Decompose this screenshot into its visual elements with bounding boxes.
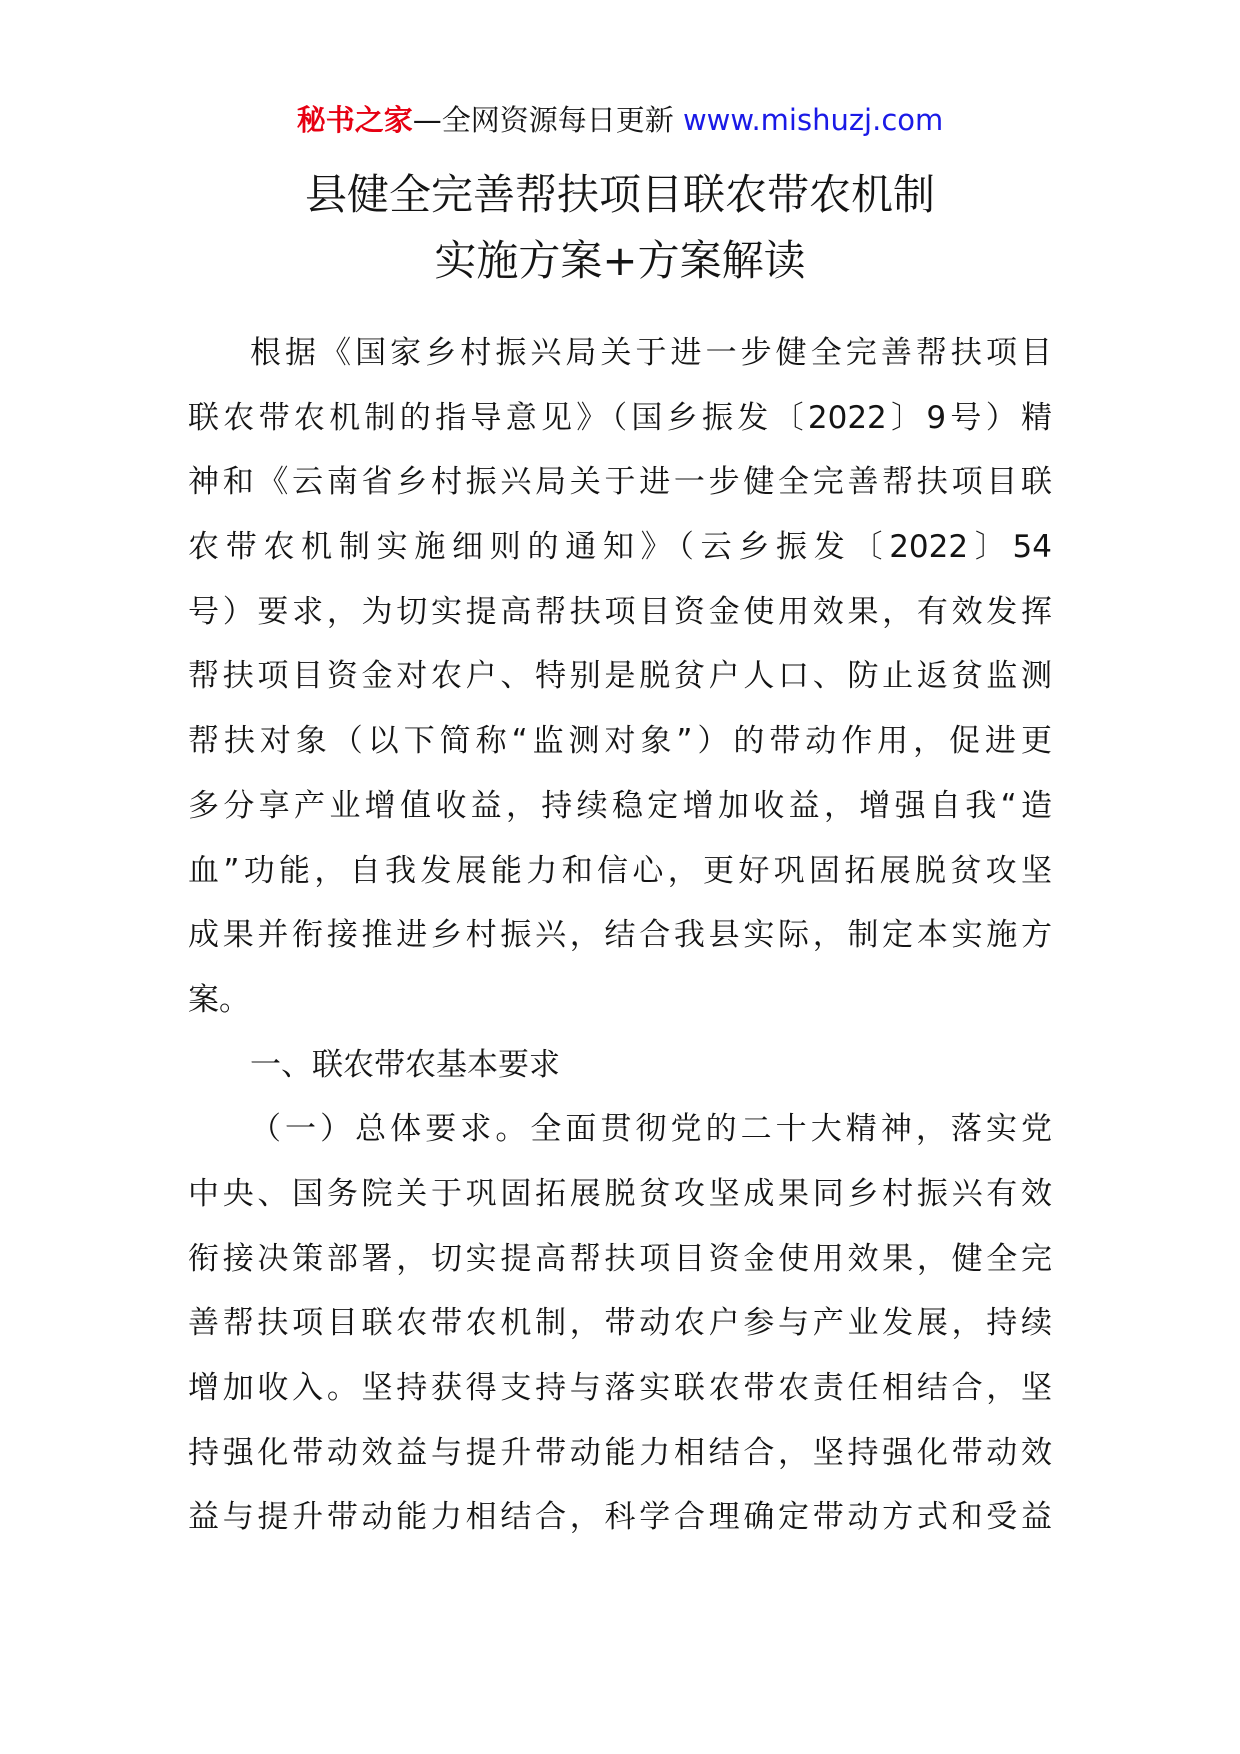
text-line: 农带农机制实施细则的通知》（云乡振发〔2022〕54 <box>188 529 1052 566</box>
text-line: 持强化带动效益与提升带动能力相结合，坚持强化带动效 <box>188 1434 1052 1471</box>
section-heading-text: 一、联农带农基本要求 <box>250 1046 560 1083</box>
site-header <box>0 100 1240 140</box>
text-line: 增加收入。坚持获得支持与落实联农带农责任相结合，坚 <box>188 1370 1052 1406</box>
text-line: （一）总体要求。全面贯彻党的二十大精神，落实党 <box>250 1111 1052 1148</box>
document-body <box>188 321 1052 1550</box>
text-line: 神和《云南省乡村振兴局关于进一步健全完善帮扶项目联 <box>188 464 1052 501</box>
text-line: 号）要求，为切实提高帮扶项目资金使用效果，有效发挥 <box>188 593 1052 630</box>
text-line: 血”功能，自我发展能力和信心，更好巩固拓展脱贫攻坚 <box>188 852 1052 889</box>
text-line: 善帮扶项目联农带农机制，带动农户参与产业发展，持续 <box>188 1305 1052 1342</box>
text-line: 联农带农机制的指导意见》（国乡振发〔2022〕9号）精 <box>188 399 1052 436</box>
text-line: 多分享产业增值收益，持续稳定增加收益，增强自我“造 <box>188 787 1052 824</box>
title-line-2: 实施方案+方案解读 <box>434 236 806 285</box>
site-tagline: —全网资源每日更新 <box>412 103 683 137</box>
text-line: 根据《国家乡村振兴局关于进一步健全完善帮扶项目 <box>250 335 1052 371</box>
title-line-1: 县健全完善帮扶项目联农带农机制 <box>304 170 935 219</box>
document-title <box>0 162 1240 294</box>
brand-name: 秘书之家 <box>296 103 413 137</box>
section-heading <box>188 1033 1052 1098</box>
text-line: 衔接决策部署，切实提高帮扶项目资金使用效果，健全完 <box>188 1240 1052 1277</box>
text-line: 帮扶项目资金对农户、特别是脱贫户人口、防止返贫监测 <box>188 658 1052 695</box>
text-line: 益与提升带动能力相结合，科学合理确定带动方式和受益 <box>188 1499 1052 1536</box>
text-line: 案。 <box>188 981 250 1018</box>
site-url-link[interactable]: www.mishuzj.com <box>682 103 944 137</box>
general-requirements-paragraph <box>188 1097 1052 1550</box>
text-line: 帮扶对象（以下简称“监测对象”）的带动作用，促进更 <box>188 723 1052 760</box>
intro-paragraph <box>188 321 1052 1033</box>
text-line: 成果并衔接推进乡村振兴，结合我县实际，制定本实施方 <box>188 917 1052 954</box>
text-line: 中央、国务院关于巩固拓展脱贫攻坚成果同乡村振兴有效 <box>188 1175 1052 1212</box>
